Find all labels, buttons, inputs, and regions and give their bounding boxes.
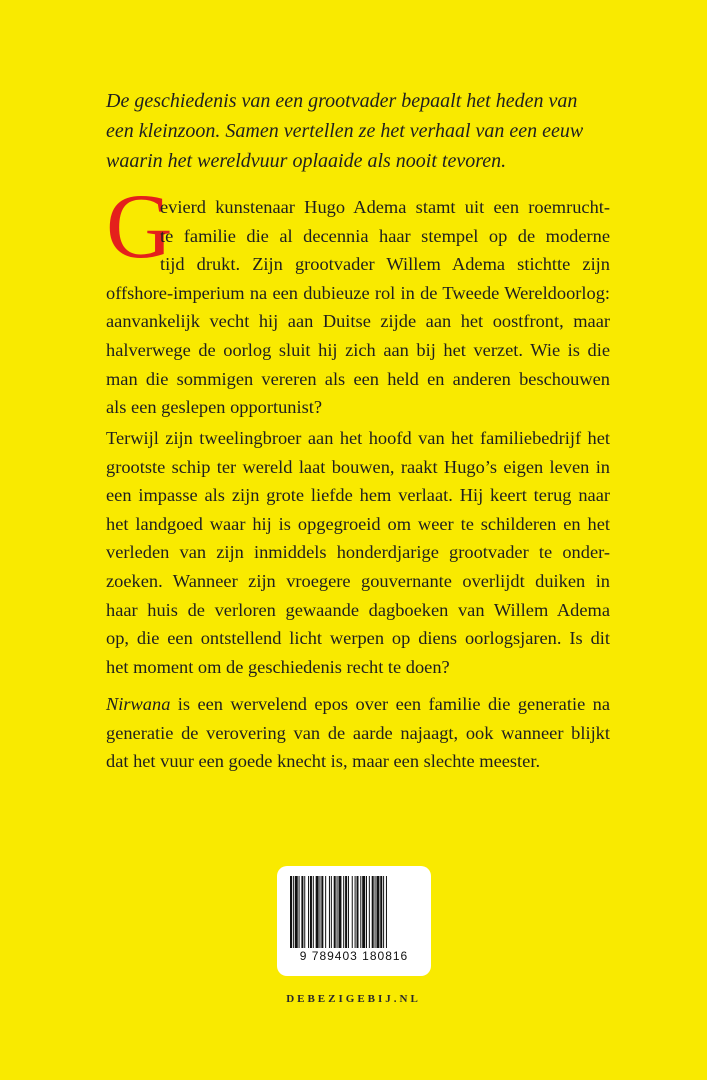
blurb-line: op, die een ontstellend licht werpen op diens oorlogsjaren. Is dit <box>106 628 610 649</box>
blurb-line: het landgoed waar hij is opgegroeid om weer te schilderen en het <box>106 513 610 534</box>
blurb-line: zoeken. Wanneer zijn vroegere gouvernante overlijdt duiken in <box>106 570 610 591</box>
blurb-line: te familie die al decennia haar stempel op de moderne <box>160 225 610 246</box>
barcode-panel <box>277 866 431 976</box>
blurb-line: offshore-imperium na een dubieuze rol in de Tweede Wereldoorlog: <box>106 282 610 303</box>
blurb-line: een impasse als zijn grote liefde hem verlaat. Hij keert terug naar <box>106 485 610 506</box>
tagline-line: De geschiedenis van een grootvader bepaalt het heden van <box>106 90 578 112</box>
blurb-line: halverwege de oorlog sluit hij zich aan bij het verzet. Wie is die <box>106 339 610 360</box>
blurb-line: grootste schip ter wereld laat bouwen, raakt Hugo’s eigen leven in <box>106 456 610 477</box>
blurb-line: haar huis de verloren gewaande dagboeken van Willem Adema <box>106 599 610 620</box>
tagline-line: een kleinzoon. Samen vertellen ze het verhaal van een eeuw <box>106 120 584 142</box>
blurb-line: dat het vuur een goede knecht is, maar een slechte meester. <box>106 751 541 772</box>
blurb-paragraph-1 <box>106 193 610 422</box>
blurb-line <box>106 690 610 719</box>
isbn-number: 9 789403 180816 <box>299 949 409 963</box>
tagline-line: waarin het wereldvuur oplaaide als nooit tevoren. <box>106 150 507 172</box>
blurb-paragraph-3 <box>106 690 610 776</box>
blurb-text: is een wervelend epos over een familie die generatie na <box>170 694 610 714</box>
barcode-icon <box>290 876 418 948</box>
book-title: Nirwana <box>106 694 171 714</box>
blurb-line: Terwijl zijn tweelingbroer aan het hoofd van het familiebedrijf het <box>106 428 610 448</box>
tagline <box>106 86 610 176</box>
blurb-line: generatie de verovering van de aarde najaagt, ook wanneer blijkt <box>106 722 610 743</box>
blurb-line: als een geslepen opportunist? <box>106 397 323 418</box>
blurb-line: het moment om de geschiedenis recht te doen? <box>106 656 450 677</box>
blurb-paragraph-2 <box>106 424 610 681</box>
blurb-line: man die sommigen vereren als een held en anderen beschouwen <box>106 368 610 389</box>
blurb-line: evierd kunstenaar Hugo Adema stamt uit een roemrucht- <box>160 197 610 217</box>
drop-cap: G <box>106 175 173 277</box>
blurb-line: aanvankelijk vecht hij aan Duitse zijde aan het oostfront, maar <box>106 311 610 332</box>
publisher-url: DEBEZIGEBIJ.NL <box>286 993 421 1005</box>
blurb-line: tijd drukt. Zijn grootvader Willem Adema stichtte zijn <box>160 254 610 275</box>
blurb-line: verleden van zijn inmiddels honderdjarige grootvader te onder- <box>106 542 610 563</box>
